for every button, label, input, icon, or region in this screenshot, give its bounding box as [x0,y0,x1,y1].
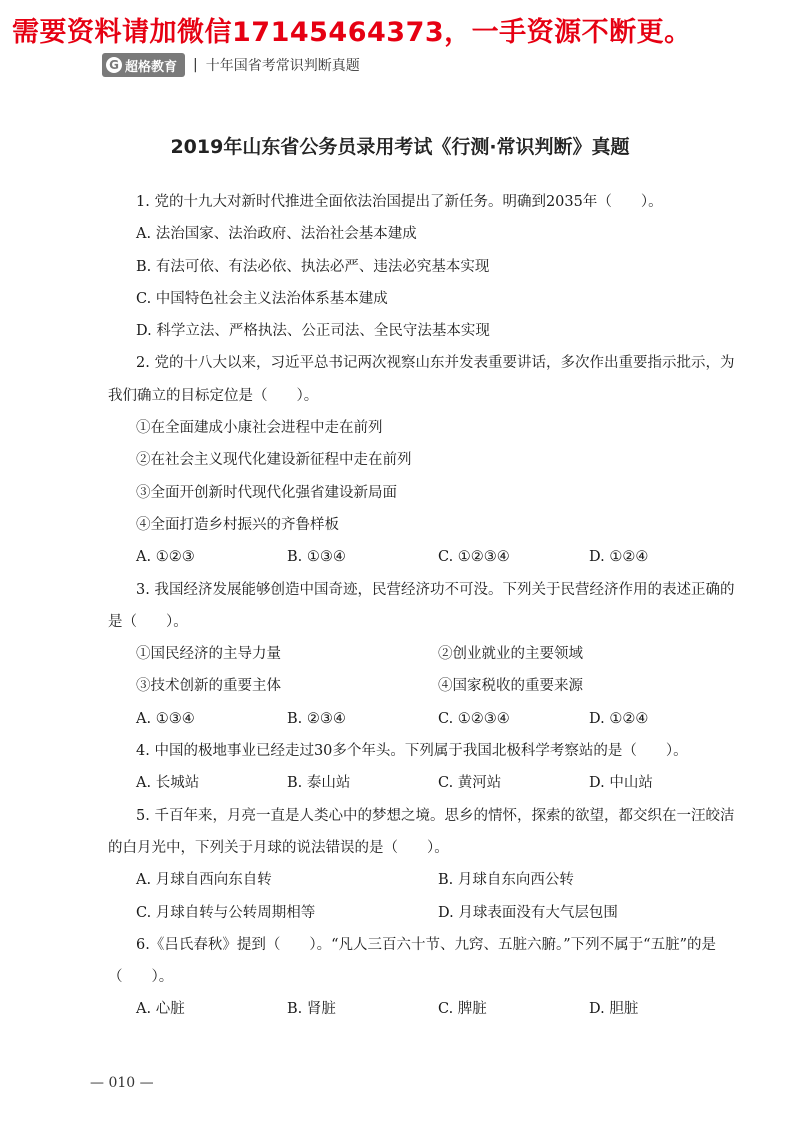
question-6-option-a: A. 心脏 [136,1001,185,1018]
logo-text: 超格教育 [125,59,178,75]
question-1-stem: 1. 党的十九大对新时代推进全面依法治国提出了新任务。明确到2035年（ ）。 [136,194,663,210]
question-3-statement-3: ③技术创新的重要主体 [136,678,281,695]
question-3-stem: 3. 我国经济发展能够创造中国奇迹，民营经济功不可没。下列关于民营经济作用的表述正确的是（ ）。 [108,581,735,630]
question-4-option-d: D. 中山站 [589,775,653,792]
question-1-option-a: A. 法治国家、法治政府、法治社会基本建成 [136,226,417,243]
question-4-options [108,767,744,799]
question-3-statements-row-2 [108,670,744,702]
header-separator: | [193,57,198,73]
question-3-statement-2: ②创业就业的主要领域 [438,646,583,663]
question-2-option-a: A. ①②③ [136,549,195,566]
question-3-option-d: D. ①②④ [589,710,649,727]
question-5-option-a: A. 月球自西向东自转 [136,872,272,889]
question-5-options-row-2 [108,897,744,929]
question-3-statement-1: ①国民经济的主导力量 [136,646,281,663]
question-list [108,186,744,1026]
page-number: — 010 — [90,1075,154,1091]
question-2-option-b: B. ①③④ [287,549,346,566]
page-header [102,52,360,78]
question-1-option-d: D. 科学立法、严格执法、公正司法、全民守法基本实现 [136,323,490,340]
page-title: 2019年山东省公务员录用考试《行测·常识判断》真题 [170,136,630,158]
question-3-option-b: B. ②③④ [287,710,346,727]
watermark-banner: 需要资料请加微信17145464373，一手资源不断更。 [12,17,692,48]
question-4-option-a: A. 长城站 [136,775,200,792]
question-5-stem: 5. 千百年来，月亮一直是人类心中的梦想之境。思乡的情怀，探索的欲望，都交织在一汪皎洁的白月光中，下列关于月球的说法错误的是（ ）。 [108,807,735,856]
question-4-option-b: B. 泰山站 [287,775,351,792]
question-6-stem: 6.《吕氏春秋》提到（ ）。“凡人三百六十节、九窍、五脏六腑。”下列不属于“五脏”的是（ ）。 [108,936,716,986]
question-2-stem: 2. 党的十八大以来，习近平总书记两次视察山东并发表重要讲话，多次作出重要指示批示，为我们确立的目标定位是（ ）。 [108,355,735,404]
question-6-option-d: D. 胆脏 [589,1001,639,1018]
question-1-option-c: C. 中国特色社会主义法治体系基本建成 [136,290,388,307]
question-2-option-d: D. ①②④ [589,549,649,566]
question-5-option-b: B. 月球自东向西公转 [438,872,574,889]
question-6-option-b: B. 肾脏 [287,1001,336,1018]
question-2-statement-3: ③全面开创新时代现代化强省建设新局面 [136,484,397,501]
question-1-option-b: B. 有法可依、有法必依、执法必严、违法必究基本实现 [136,258,490,275]
question-5-options-row-1 [108,864,744,896]
question-4-option-c: C. 黄河站 [438,775,502,792]
question-3-options [108,703,744,735]
question-3-statement-4: ④国家税收的重要来源 [438,678,583,695]
question-3-statements-row-1 [108,638,744,670]
series-title: 十年国省考常识判断真题 [205,58,360,74]
question-2-statement-4: ④全面打造乡村振兴的齐鲁样板 [136,516,339,533]
question-3-option-a: A. ①③④ [136,710,195,727]
question-2-statement-1: ①在全面建成小康社会进程中走在前列 [136,420,383,437]
publisher-logo [102,53,185,77]
question-5-option-c: C. 月球自转与公转周期相等 [136,904,316,921]
question-6-options [108,993,744,1025]
question-2-options [108,541,744,573]
logo-icon: G [106,57,122,73]
question-4-stem: 4. 中国的极地事业已经走过30多个年头。下列属于我国北极科学考察站的是（ ）。 [136,743,688,760]
question-5-option-d: D. 月球表面没有大气层包围 [438,904,618,921]
question-6-option-c: C. 脾脏 [438,1001,487,1018]
question-2-statement-2: ②在社会主义现代化建设新征程中走在前列 [136,452,412,469]
question-2-option-c: C. ①②③④ [438,549,510,566]
question-3-option-c: C. ①②③④ [438,710,510,727]
